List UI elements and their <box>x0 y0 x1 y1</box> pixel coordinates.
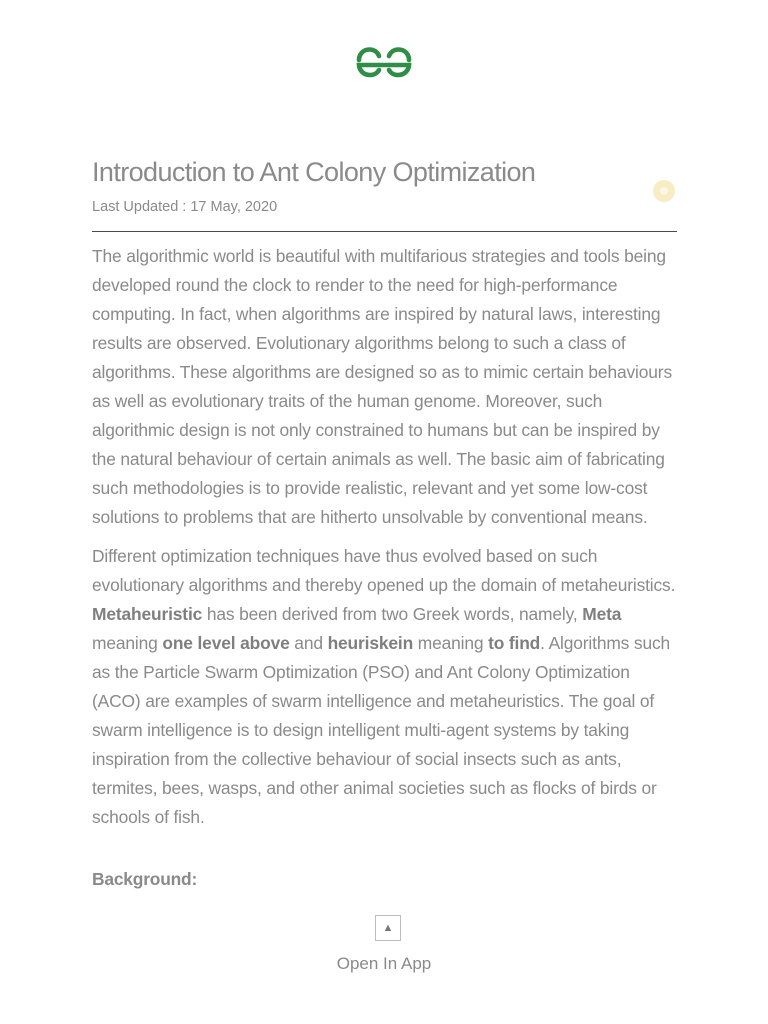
paragraph-text: and <box>289 633 328 653</box>
arrow-up-icon: ▲ <box>382 922 394 934</box>
paragraph-text: meaning <box>92 633 163 653</box>
open-in-app-label[interactable]: Open In App <box>336 954 432 973</box>
geeksforgeeks-logo-icon[interactable] <box>354 44 414 78</box>
last-updated-date: Last Updated : 17 May, 2020 <box>92 199 278 215</box>
metaheuristics-paragraph <box>92 542 677 832</box>
article-title: Introduction to Ant Colony Optimization <box>92 157 536 187</box>
paragraph-text: meaning <box>413 633 489 653</box>
bold-term-metaheuristic: Metaheuristic <box>92 604 203 624</box>
bold-term-heuriskein: heuriskein <box>327 633 414 653</box>
bold-term-meta: Meta <box>582 604 622 624</box>
intro-paragraph: The algorithmic world is beautiful with multifarious strategies and tools being developed round the clock to render to the need for high-performance computing. In fact, when algorithms are inspired by natural laws, interesting results are observed. Evolutionary algorithms belong to such a class of algorithms. These algorithms are designed so as to mimic certain behaviours as well as evolutionary traits of the human genome. Moreover, such algorithmic design is not only constrained to humans but can be inspired by the natural behaviour of certain animals as well. The basic aim of fabricating such methodologies is to provide realistic, relevant and yet some low-cost solutions to problems that are hitherto unsolvable by conventional means. <box>92 246 672 527</box>
paragraph-text: Different optimization techniques have thus evolved based on such evolutionary algorithms and thereby opened up the domain of metaheuristics. <box>92 546 676 595</box>
article <box>92 154 677 892</box>
open-in-app-button[interactable] <box>375 915 401 941</box>
bold-term-to-find: to find <box>488 633 541 653</box>
paragraph-text: has been derived from two Greek words, namely, <box>202 604 583 624</box>
section-heading-background: Background: <box>92 869 198 889</box>
title-divider <box>92 231 677 232</box>
bold-term-one-level-above: one level above <box>162 633 290 653</box>
paragraph-text: . Algorithms such as the Particle Swarm Optimization (PSO) and Ant Colony Optimization (ACO) are examples of swarm intelligence and metaheuristics. The goal of swarm intelligence is to design intelligent multi-agent systems by taking inspiration from the collective behaviour of social insects such as ants, termites, bees, wasps, and other animal societies such as flocks of birds or schools of fish. <box>92 633 671 827</box>
